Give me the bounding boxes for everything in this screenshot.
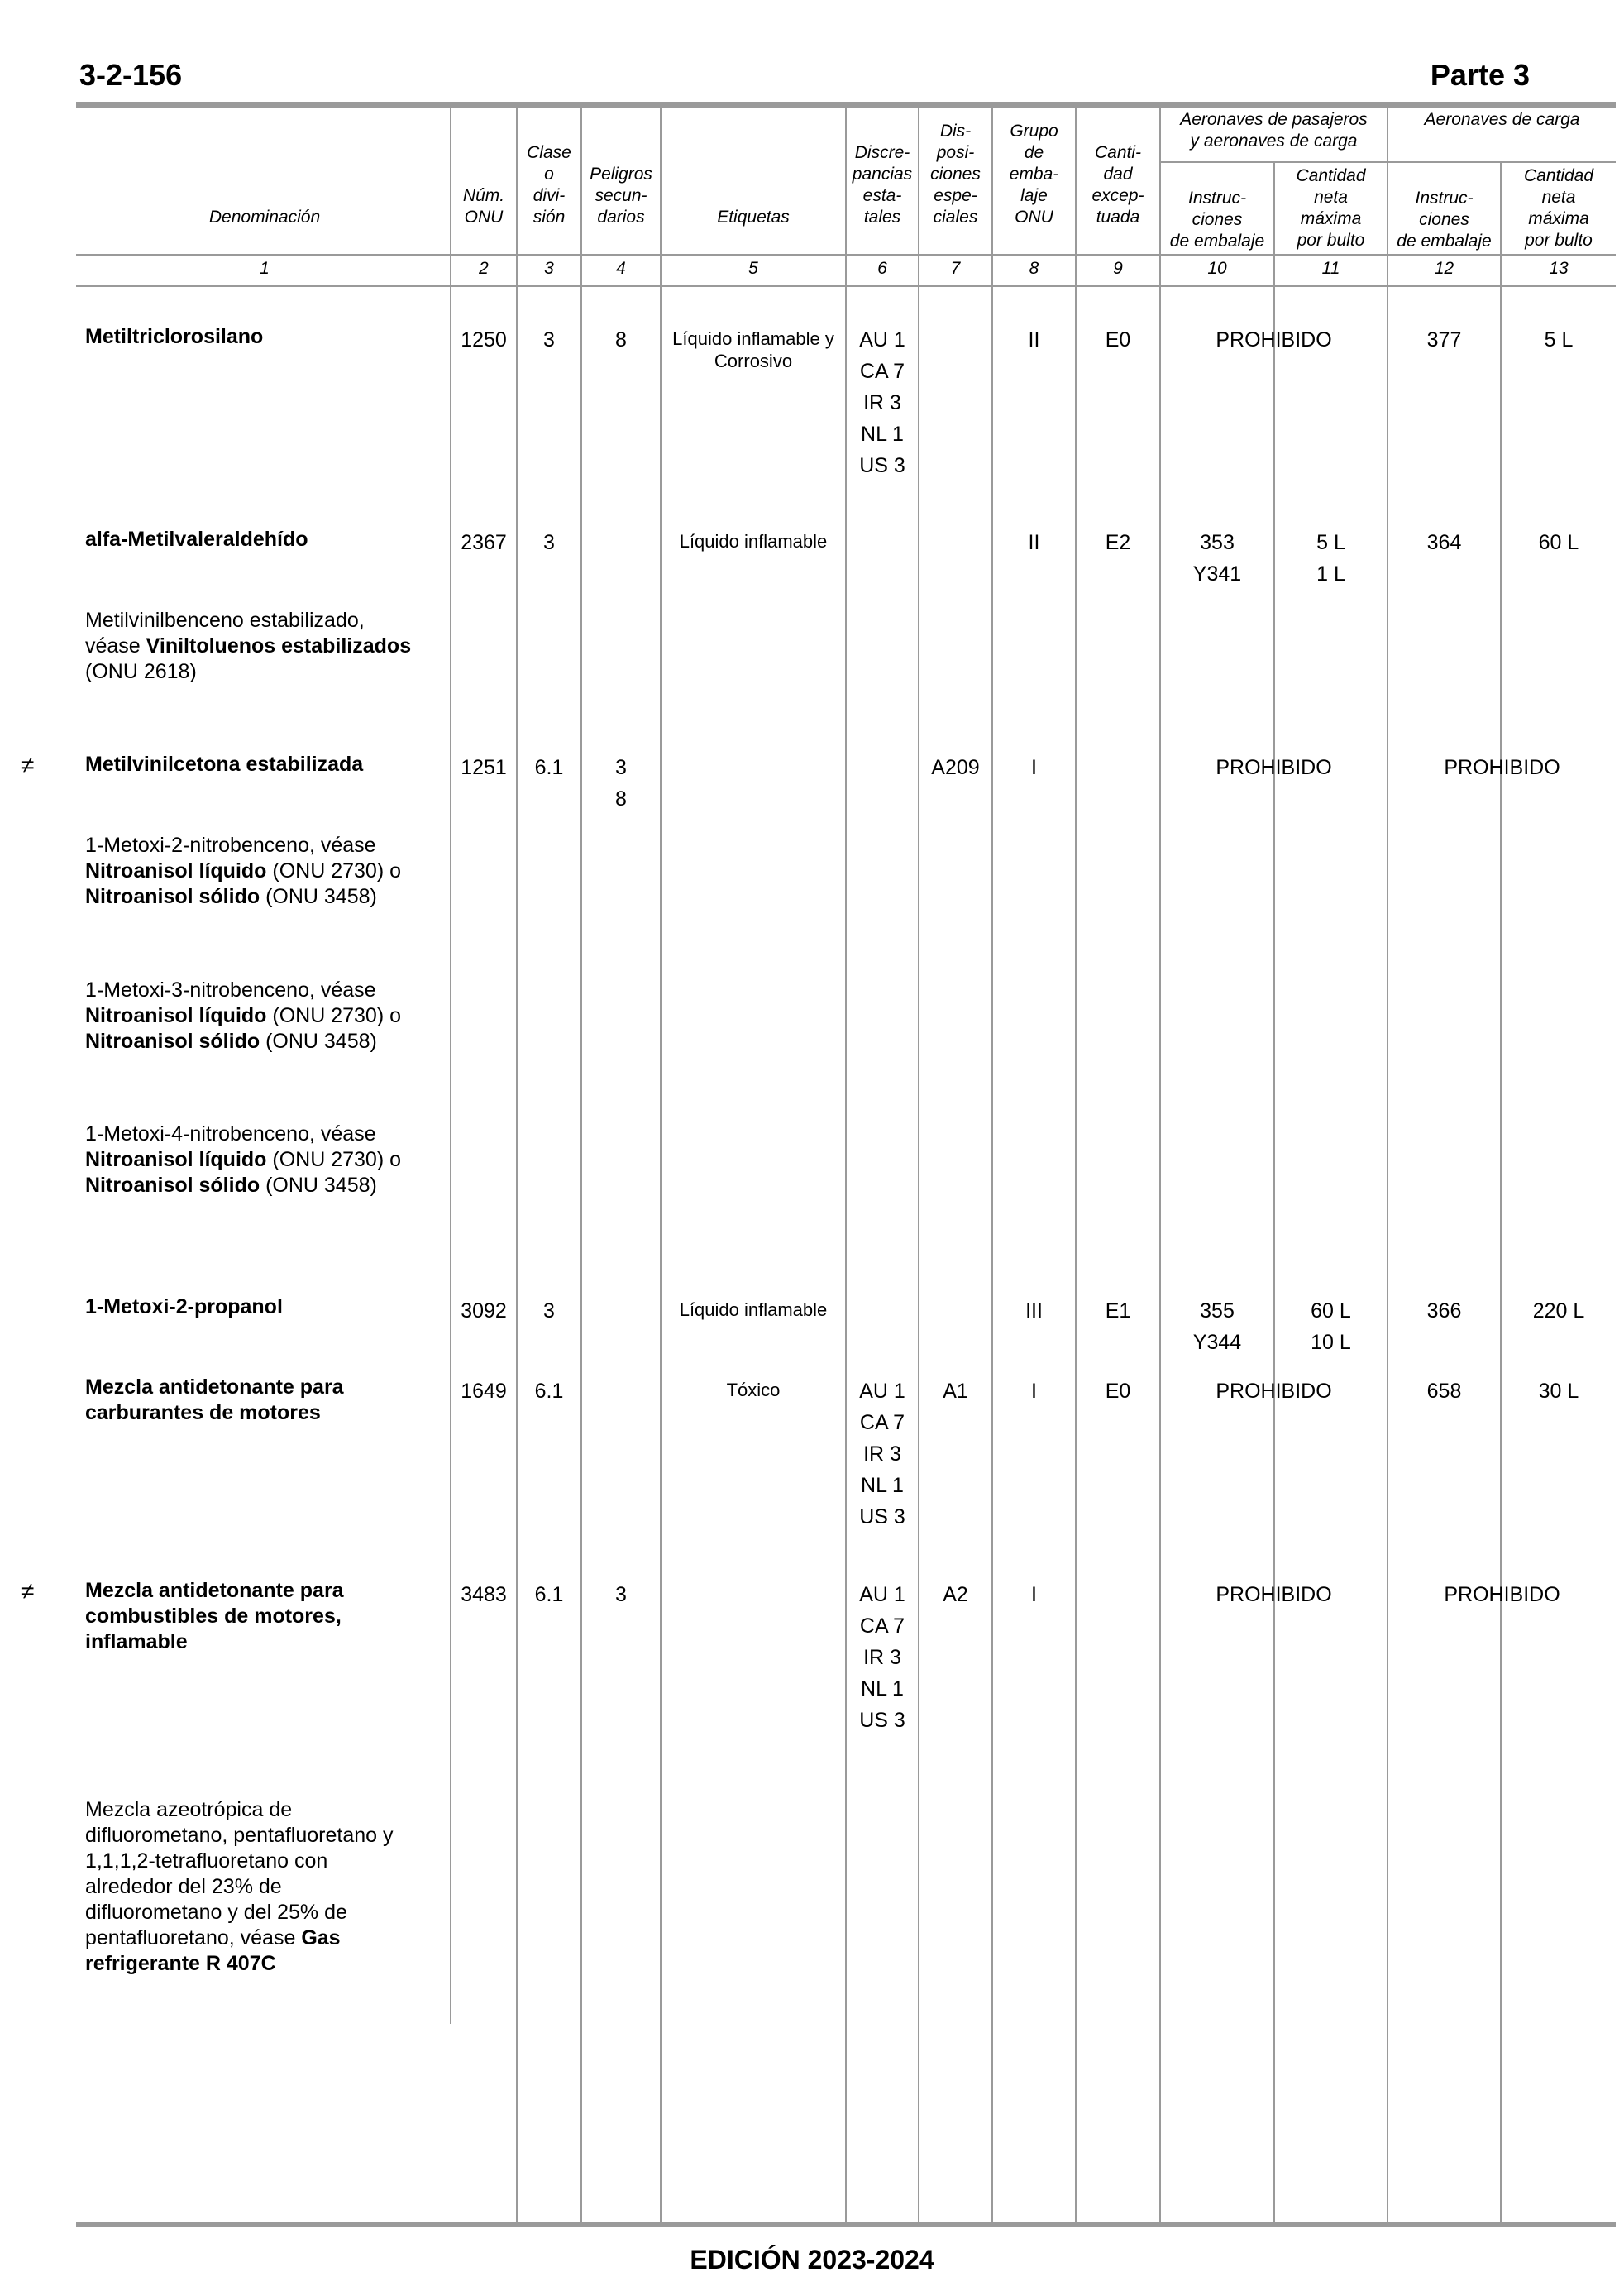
row-pax-instruction: 353 Y341 <box>1192 531 1242 586</box>
row-packing-group: I <box>1031 756 1037 779</box>
row-pax-prohibited: PROHIBIDO <box>1216 1380 1332 1403</box>
change-mark: ≠ <box>21 1578 35 1604</box>
row-denominacion: 1-Metoxi-2-propanol <box>85 1295 283 1318</box>
col-number: 11 <box>1321 259 1340 278</box>
row-cargo-instruction: 377 <box>1426 328 1462 352</box>
row-special-provisions: A2 <box>943 1583 968 1606</box>
row-un-number: 1250 <box>461 328 507 352</box>
row-cargo-quantity: 220 L <box>1532 1299 1585 1323</box>
row-pax-quantity: 60 L 10 L <box>1311 1299 1351 1354</box>
row-excepted-qty: E0 <box>1105 1380 1131 1403</box>
row-reference: 1-Metoxi-3-nitrobenceno, véase Nitroanisol líquido (ONU 2730) o Nitroanisol sólido (ONU 3458) <box>85 978 401 1053</box>
col-number: 4 <box>616 259 626 278</box>
bottom-rule <box>76 2222 1616 2227</box>
row-class: 3 <box>543 328 555 352</box>
row-reference: 1-Metoxi-4-nitrobenceno, véase Nitroanisol líquido (ONU 2730) o Nitroanisol sólido (ONU 3458) <box>85 1122 401 1197</box>
header-cantidad-13: Cantidad neta máxima por bulto <box>1523 166 1594 250</box>
header-denominacion: Denominación <box>208 208 321 227</box>
row-subsidiary: 8 <box>615 328 627 352</box>
row-cargo-quantity: 60 L <box>1538 531 1579 554</box>
row-labels: Líquido inflamable <box>679 531 828 552</box>
row-reference: Mezcla azeotrópica de difluorometano, pentafluoretano y 1,1,1,2-tetrafluoretano con alrededor del 23% de difluorometano y del 25% de pentafluoretano, véase Gas refrigerante R 407C <box>85 1798 394 1975</box>
row-special-provisions: A209 <box>931 756 980 779</box>
col-number: 10 <box>1207 259 1227 278</box>
row-state-variations: AU 1 CA 7 IR 3 NL 1 US 3 <box>859 328 905 477</box>
row-pax-quantity: 5 L 1 L <box>1316 531 1345 586</box>
row-packing-group: III <box>1025 1299 1043 1323</box>
row-packing-group: II <box>1028 328 1040 352</box>
row-subsidiary: 3 <box>615 1583 627 1606</box>
col-number: 7 <box>950 259 961 278</box>
row-pax-prohibited: PROHIBIDO <box>1216 756 1332 779</box>
row-un-number: 2367 <box>461 531 507 554</box>
col-number: 13 <box>1549 259 1569 278</box>
row-un-number: 3092 <box>461 1299 507 1323</box>
part-label: Parte 3 <box>1430 58 1530 92</box>
col-number: 6 <box>877 259 887 278</box>
col-number: 9 <box>1113 259 1123 278</box>
row-cargo-quantity: 5 L <box>1544 328 1574 352</box>
col-number: 12 <box>1434 259 1454 278</box>
header-disposiciones: Dis- posi- ciones espe- ciales <box>930 122 981 227</box>
row-packing-group: I <box>1031 1583 1037 1606</box>
header-clase: Clase o divi- sión <box>527 143 571 227</box>
row-pax-instruction: 355 Y344 <box>1192 1299 1242 1354</box>
col-number: 3 <box>544 259 554 278</box>
row-class: 6.1 <box>534 1380 564 1403</box>
row-denominacion: Metiltriclorosilano <box>85 325 264 348</box>
header-etiquetas: Etiquetas <box>717 208 790 227</box>
row-state-variations: AU 1 CA 7 IR 3 NL 1 US 3 <box>859 1583 905 1732</box>
col-number: 1 <box>260 259 270 278</box>
header-peligros: Peligros secun- darios <box>590 165 652 227</box>
row-class: 6.1 <box>534 756 564 779</box>
row-special-provisions: A1 <box>943 1380 968 1403</box>
row-class: 3 <box>543 1299 555 1323</box>
header-discrepancias: Discre- pancias esta- tales <box>852 143 913 227</box>
header-instrucciones-10: Instruc- ciones de embalaje <box>1169 189 1265 251</box>
header-cantidad-11: Cantidad neta máxima por bulto <box>1296 166 1366 250</box>
row-excepted-qty: E1 <box>1105 1299 1131 1323</box>
row-un-number: 1649 <box>461 1380 507 1403</box>
col-number: 8 <box>1029 259 1039 278</box>
row-pax-prohibited: PROHIBIDO <box>1216 1583 1332 1606</box>
row-packing-group: II <box>1028 531 1040 554</box>
row-denominacion: Mezcla antidetonante para combustibles de motores, inflamable <box>85 1579 344 1653</box>
row-un-number: 3483 <box>461 1583 507 1606</box>
row-reference: Metilvinilbenceno estabilizado, véase Viniltoluenos estabilizados (ONU 2618) <box>85 609 412 683</box>
row-excepted-qty: E2 <box>1105 531 1131 554</box>
col-number: 5 <box>748 259 758 278</box>
header-group-carga: Aeronaves de carga <box>1424 110 1580 129</box>
row-cargo-quantity: 30 L <box>1538 1380 1579 1403</box>
col-number: 2 <box>479 259 489 278</box>
row-cargo-instruction: 364 <box>1426 531 1462 554</box>
row-denominacion: Metilvinilcetona estabilizada <box>85 753 364 776</box>
row-labels: Líquido inflamable y Corrosivo <box>672 328 834 371</box>
row-cargo-prohibited: PROHIBIDO <box>1444 1583 1560 1606</box>
header-cantidad-exceptuada: Canti- dad excep- tuada <box>1091 143 1144 227</box>
header-group-pasajeros: Aeronaves de pasajeros y aeronaves de carga <box>1180 110 1368 151</box>
row-denominacion: Mezcla antidetonante para carburantes de motores <box>85 1375 344 1424</box>
header-instrucciones-12: Instruc- ciones de embalaje <box>1397 189 1492 251</box>
change-mark: ≠ <box>21 752 35 777</box>
row-labels: Tóxico <box>726 1380 781 1400</box>
row-excepted-qty: E0 <box>1105 328 1131 352</box>
row-denominacion: alfa-Metilvaleraldehído <box>85 528 308 551</box>
row-un-number: 1251 <box>461 756 507 779</box>
page-number: 3-2-156 <box>79 58 183 92</box>
row-pax-prohibited: PROHIBIDO <box>1216 328 1332 352</box>
row-labels: Líquido inflamable <box>679 1299 828 1320</box>
row-state-variations: AU 1 CA 7 IR 3 NL 1 US 3 <box>859 1380 905 1528</box>
edition-footer: EDICIÓN 2023-2024 <box>690 2245 934 2274</box>
row-cargo-instruction: 658 <box>1426 1380 1462 1403</box>
row-class: 6.1 <box>534 1583 564 1606</box>
row-reference: 1-Metoxi-2-nitrobenceno, véase Nitroanisol líquido (ONU 2730) o Nitroanisol sólido (ONU 3458) <box>85 834 401 908</box>
header-num-onu: Núm. ONU <box>462 186 505 227</box>
row-subsidiary: 3 8 <box>615 756 627 811</box>
row-packing-group: I <box>1031 1380 1037 1403</box>
row-cargo-prohibited: PROHIBIDO <box>1444 756 1560 779</box>
row-cargo-instruction: 366 <box>1426 1299 1462 1323</box>
row-class: 3 <box>543 531 555 554</box>
header-grupo-embalaje: Grupo de emba- laje ONU <box>1009 122 1059 227</box>
